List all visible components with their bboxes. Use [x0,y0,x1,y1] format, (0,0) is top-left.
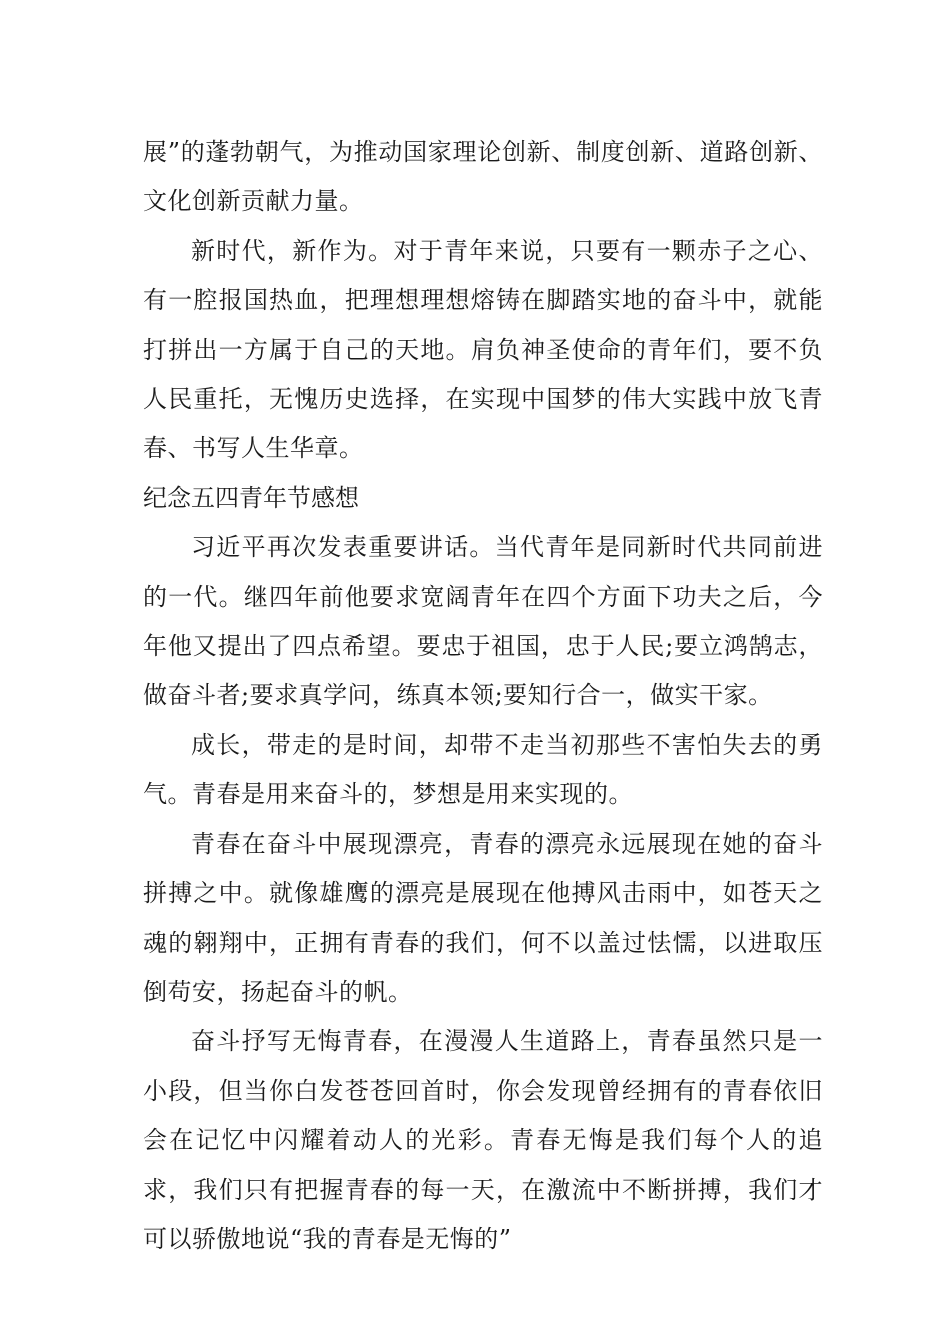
section-heading: 纪念五四青年节感想 [143,483,359,512]
document-body [143,128,823,1264]
paragraph: 奋斗抒写无悔青春，在漫漫人生道路上，青春虽然只是一小段，但当你白发苍苍回首时，你会发现曾经拥有的青春依旧会在记忆中闪耀着动人的光彩。青春无悔是我们每个人的追求，我们只有把握青春的每一天，在激流中不断拼搏，我们才可以骄傲地说“我的青春是无悔的” [143,1027,823,1253]
paragraph: 青春在奋斗中展现漂亮，青春的漂亮永远展现在她的奋斗拼搏之中。就像雄鹰的漂亮是展现在他搏风击雨中，如苍天之魂的翱翔中，正拥有青春的我们，何不以盖过怯懦，以进取压倒苟安，扬起奋斗的帆。 [143,829,823,1006]
paragraph: 成长，带走的是时间，却带不走当初那些不害怕失去的勇气。青春是用来奋斗的，梦想是用来实现的。 [143,730,823,809]
paragraph: 展”的蓬勃朝气，为推动国家理论创新、制度创新、道路创新、文化创新贡献力量。 [143,138,823,216]
paragraph: 习近平再次发表重要讲话。当代青年是同新时代共同前进的一代。继四年前他要求宽阔青年在四个方面下功夫之后，今年他又提出了四点希望。要忠于祖国，忠于人民;要立鸿鹄志，做奋斗者;要求真学问，练真本领;要知行合一，做实干家。 [143,533,823,710]
paragraph: 新时代，新作为。对于青年来说，只要有一颗赤子之心、有一腔报国热血，把理想理想熔铸在脚踏实地的奋斗中，就能打拼出一方属于自己的天地。肩负神圣使命的青年们，要不负人民重托，无愧历史选择，在实现中国梦的伟大实践中放飞青春、书写人生华章。 [143,236,823,463]
